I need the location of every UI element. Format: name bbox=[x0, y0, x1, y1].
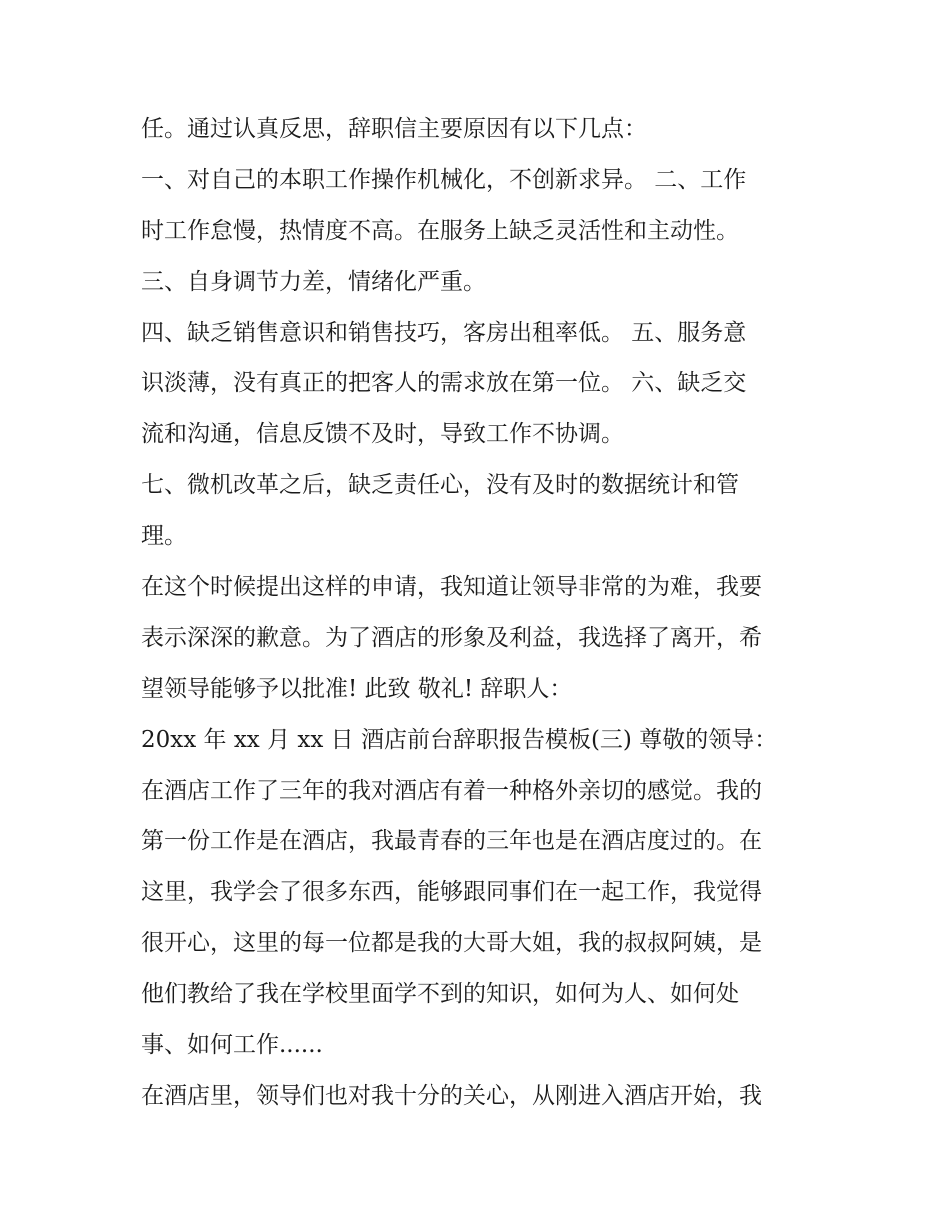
text-line: 任。通过认真反思，辞职信主要原因有以下几点： bbox=[141, 116, 647, 142]
text-line: 一、对自己的本职工作操作机械化，不创新求异。 二、工作 bbox=[141, 166, 747, 193]
text-line: 事、如何工作...... bbox=[141, 1032, 323, 1059]
text-line: 在酒店里，领导们也对我十分的关心，从刚进入酒店开始，我 bbox=[141, 1082, 762, 1109]
text-line: 表示深深的歉意。为了酒店的形象及利益，我选择了离开，希 bbox=[141, 624, 762, 651]
text-line: 流和沟通，信息反馈不及时，导致工作不协调。 bbox=[141, 421, 624, 448]
text-line: 时工作怠慢，热情度不高。在服务上缺乏灵活性和主动性。 bbox=[141, 217, 739, 244]
text-line: 第一份工作是在酒店，我最青春的三年也是在酒店度过的。在 bbox=[141, 828, 762, 855]
text-line: 识淡薄，没有真正的把客人的需求放在第一位。 六、缺乏交 bbox=[141, 370, 747, 397]
document-body bbox=[141, 104, 821, 1122]
text-line: 七、微机改革之后，缺乏责任心，没有及时的数据统计和管 bbox=[141, 472, 739, 499]
text-line: 这里，我学会了很多东西，能够跟同事们在一起工作，我觉得 bbox=[141, 879, 762, 906]
text-line: 四、缺乏销售意识和销售技巧，客房出租率低。 五、服务意 bbox=[141, 319, 747, 346]
text-line: 很开心，这里的每一位都是我的大哥大姐，我的叔叔阿姨，是 bbox=[141, 930, 762, 957]
text-line: 20xx 年 xx 月 xx 日 酒店前台辞职报告模板(三) 尊敬的领导： bbox=[141, 726, 778, 753]
text-line: 望领导能够予以批准! 此致 敬礼! 辞职人： bbox=[141, 675, 573, 702]
text-line: 在这个时候提出这样的申请，我知道让领导非常的为难，我要 bbox=[141, 574, 762, 601]
text-line: 在酒店工作了三年的我对酒店有着一种格外亲切的感觉。我的 bbox=[141, 777, 762, 804]
text-line: 三、自身调节力差，情绪化严重。 bbox=[141, 268, 486, 295]
text-line: 他们教给了我在学校里面学不到的知识，如何为人、如何处 bbox=[141, 981, 739, 1008]
text-line: 理。 bbox=[141, 523, 187, 550]
